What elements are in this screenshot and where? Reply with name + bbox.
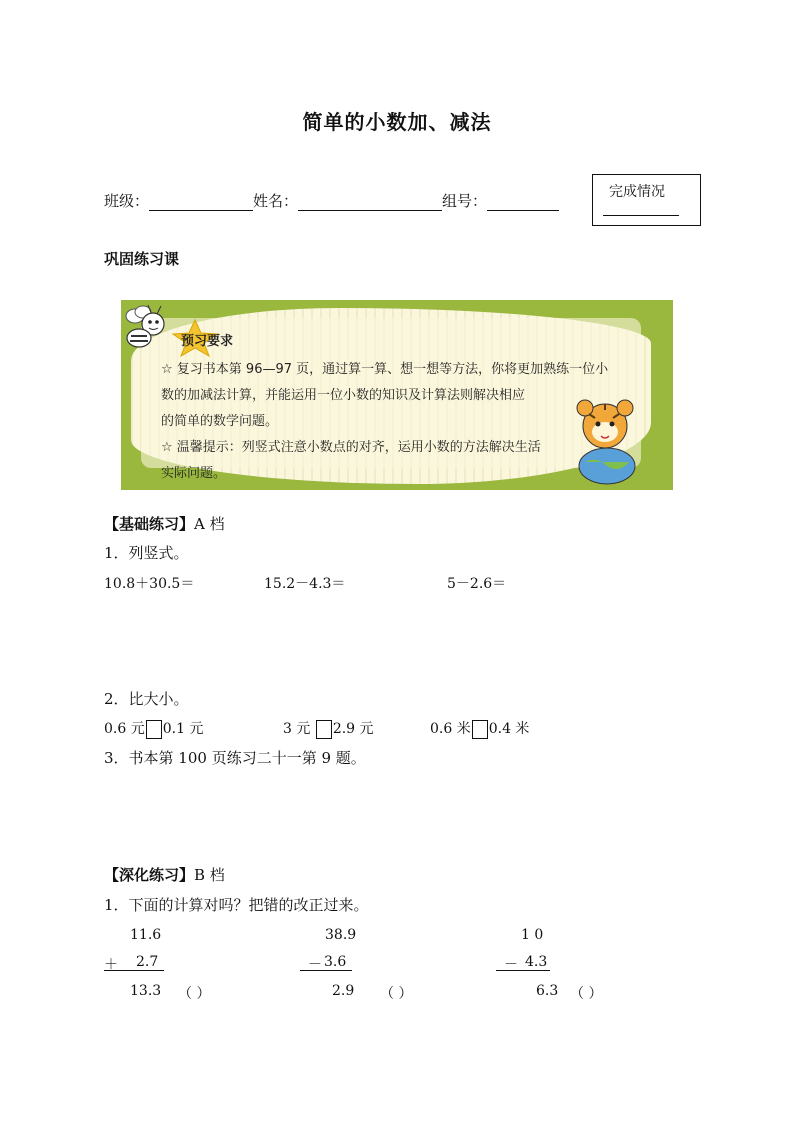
calc-2-answer[interactable]: （ ） [380, 986, 413, 1002]
basic-q1-item-1: 10.8＋30.5＝ [104, 576, 195, 592]
header-info [104, 190, 559, 211]
banner-heading: 预习要求 [181, 334, 234, 349]
calc-1-answer[interactable]: （ ） [178, 986, 211, 1002]
basic-heading: 【基础练习】A 档 [104, 515, 225, 533]
compare-box-2[interactable] [316, 720, 332, 739]
basic-q1-item-2: 15.2－4.3＝ [264, 576, 346, 592]
name-field[interactable] [298, 196, 442, 211]
calc-1-line [104, 970, 164, 971]
lesson-heading: 巩固练习课 [104, 250, 180, 268]
advanced-heading: 【深化练习】B 档 [104, 866, 225, 884]
basic-q1-item-3: 5－2.6＝ [447, 576, 507, 592]
calc-1-result: 13.3 [130, 983, 162, 999]
calc-2-second: 3.6 [324, 954, 347, 970]
basic-q3: 3．书本第 100 页练习二十一第 9 题。 [104, 749, 366, 767]
calc-3-answer[interactable]: （ ） [570, 986, 603, 1002]
group-label: 组号： [442, 192, 488, 210]
advanced-q1: 1．下面的计算对吗？把错的改正过来。 [104, 896, 369, 914]
calc-2-result: 2.9 [332, 983, 355, 999]
calc-3-top: 1 0 [521, 927, 544, 943]
calc-3-op: － [504, 957, 518, 973]
compare-box-1[interactable] [146, 720, 162, 739]
compare-box-3[interactable] [472, 720, 488, 739]
calc-2-top: 38.9 [325, 927, 357, 943]
compare-item-2: 3 元 2.9 元 [283, 721, 374, 737]
name-label: 姓名： [253, 192, 299, 210]
compare-item-3: 0.6 米 0.4 米 [430, 721, 530, 737]
banner-line-2: 数的加减法计算，并能运用一位小数的知识及计算法则解决相应 [161, 388, 526, 403]
calc-2-line [300, 970, 352, 971]
tiger-icon [567, 396, 647, 486]
completion-field[interactable] [603, 215, 679, 216]
calc-2-op: － [308, 957, 322, 973]
calc-1-op: ＋ [104, 957, 118, 973]
calc-3-result: 6.3 [536, 983, 559, 999]
completion-label: 完成情况 [609, 184, 665, 200]
calc-3-second: 4.3 [525, 954, 548, 970]
page-title: 简单的小数加、减法 [302, 110, 492, 134]
calc-3-line [496, 970, 550, 971]
banner-line-1: ☆ 复习书本第 96—97 页，通过算一算、想一想等方法，你将更加熟练一位小 [161, 362, 609, 377]
banner-line-4: ☆ 温馨提示：列竖式注意小数点的对齐，运用小数的方法解决生活 [161, 440, 541, 455]
calc-1-second: 2.7 [136, 954, 159, 970]
banner-line-3: 的简单的数学问题。 [161, 414, 279, 429]
preview-banner [121, 300, 673, 490]
class-label: 班级： [104, 192, 150, 210]
calc-1-top: 11.6 [130, 927, 162, 943]
basic-q2: 2．比大小。 [104, 690, 189, 708]
group-field[interactable] [487, 196, 559, 211]
banner-line-5: 实际问题。 [161, 466, 227, 481]
class-field[interactable] [149, 196, 253, 211]
completion-box [592, 174, 701, 226]
basic-q1: 1．列竖式。 [104, 544, 189, 562]
compare-item-1: 0.6 元 0.1 元 [104, 721, 204, 737]
